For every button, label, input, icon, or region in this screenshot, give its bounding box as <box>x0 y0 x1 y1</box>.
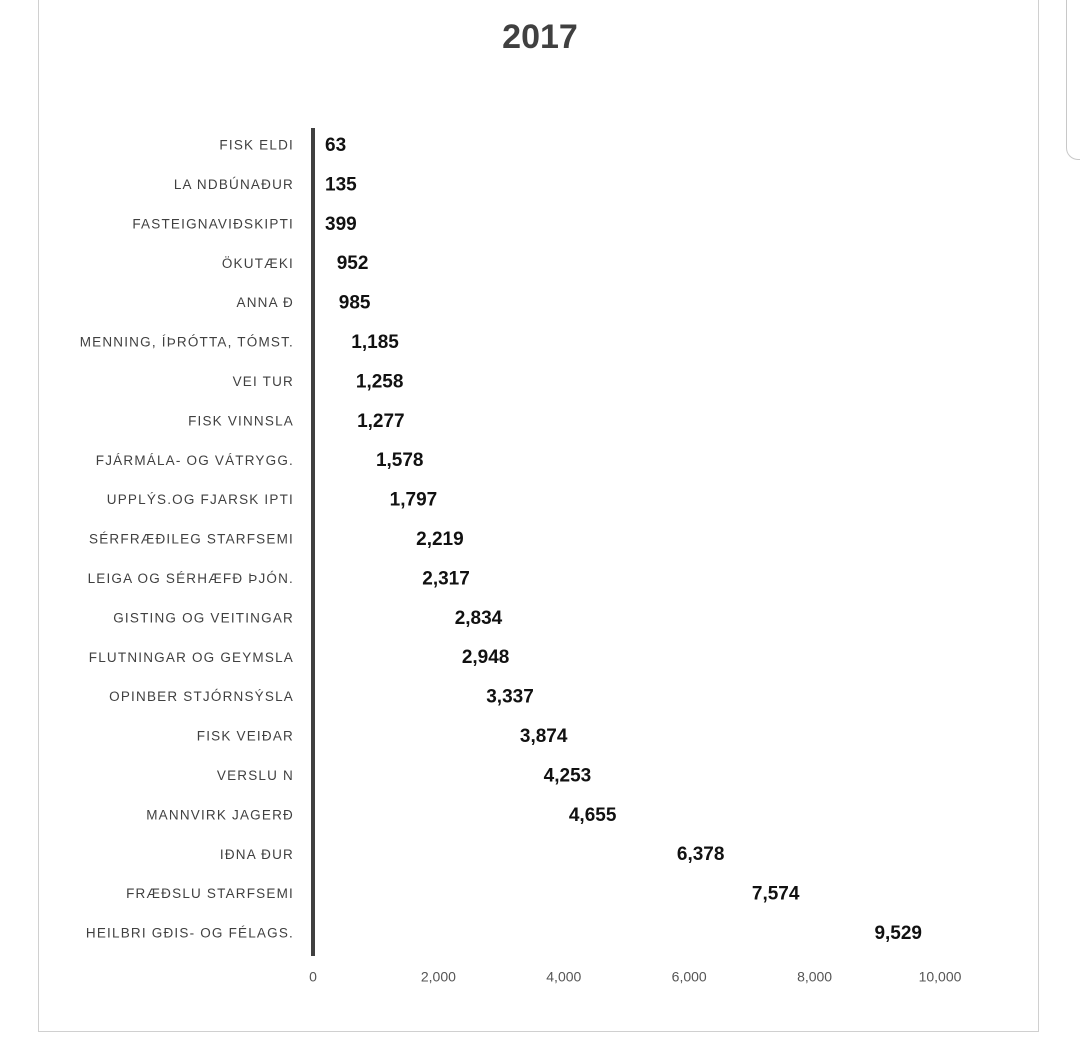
x-tick-label: 8,000 <box>797 968 833 985</box>
value-label: 4,655 <box>568 804 617 826</box>
category-label: LEIGA OG SÉRHÆFÐ ÞJÓN. <box>87 570 294 586</box>
value-label: 1,258 <box>355 371 404 393</box>
bar <box>313 802 605 830</box>
x-axis-ticks <box>309 969 962 985</box>
category-label: SÉRFRÆÐILEG STARFSEMI <box>89 531 294 547</box>
bar <box>313 881 788 909</box>
category-label: VEI TUR <box>232 373 294 389</box>
category-label: FJÁRMÁLA- OG VÁTRYGG. <box>95 452 294 468</box>
value-label: 135 <box>325 174 357 196</box>
value-label: 1,277 <box>357 410 405 432</box>
category-label: HEILBRI GÐIS- OG FÉLAGS. <box>85 925 294 941</box>
value-label: 1,797 <box>389 489 438 511</box>
category-label: OPINBER STJÓRNSÝSLA <box>109 689 294 705</box>
bar <box>313 762 580 790</box>
category-label: FISK VINNSLA <box>188 413 294 429</box>
bar <box>313 920 910 948</box>
category-label: ÖKUTÆKI <box>221 255 294 271</box>
value-label: 2,317 <box>422 568 470 590</box>
chart-title: 2017 <box>502 18 578 56</box>
value-label: 63 <box>325 135 347 157</box>
value-label: 6,378 <box>676 844 725 866</box>
value-label: 7,574 <box>751 883 800 905</box>
value-label: 2,948 <box>461 647 510 669</box>
category-label: FLUTNINGAR OG GEYMSLA <box>88 649 294 665</box>
value-label: 3,337 <box>486 686 534 708</box>
category-label: FASTEIGNAVIÐSKIPTI <box>132 216 294 232</box>
category-labels <box>80 138 294 941</box>
category-label: LA NDBÚNAÐUR <box>173 176 294 192</box>
x-tick-label: 6,000 <box>671 968 707 985</box>
category-label: IÐNA ÐUR <box>219 846 294 862</box>
category-label: GISTING OG VEITINGAR <box>113 610 294 626</box>
x-tick-label: 10,000 <box>918 968 962 985</box>
category-label: MENNING, ÍÞRÓTTA, TÓMST. <box>79 334 294 350</box>
value-label: 399 <box>325 213 357 235</box>
value-label: 985 <box>338 292 371 314</box>
x-tick-label: 4,000 <box>546 968 582 985</box>
value-label: 1,185 <box>351 332 399 354</box>
value-label: 4,253 <box>543 765 592 787</box>
category-label: VERSLU N <box>216 767 294 783</box>
value-labels <box>325 135 922 944</box>
x-tick-label: 0 <box>309 968 317 985</box>
category-label: UPPLÝS.OG FJARSK IPTI <box>106 492 294 508</box>
value-label: 1,578 <box>375 450 424 472</box>
value-label: 952 <box>336 253 369 275</box>
x-tick-label: 2,000 <box>420 968 456 985</box>
category-label: FRÆÐSLU STARFSEMI <box>126 886 294 902</box>
category-label: ANNA Ð <box>236 295 294 311</box>
value-label: 3,874 <box>519 726 568 748</box>
category-label: FISK VEIÐAR <box>196 728 294 744</box>
bar <box>313 841 713 869</box>
value-label: 2,219 <box>416 529 464 551</box>
value-label: 9,529 <box>874 923 923 945</box>
category-label: MANNVIRK JAGERÐ <box>146 807 294 823</box>
category-label: FISK ELDI <box>219 137 294 153</box>
value-label: 2,834 <box>454 607 503 629</box>
